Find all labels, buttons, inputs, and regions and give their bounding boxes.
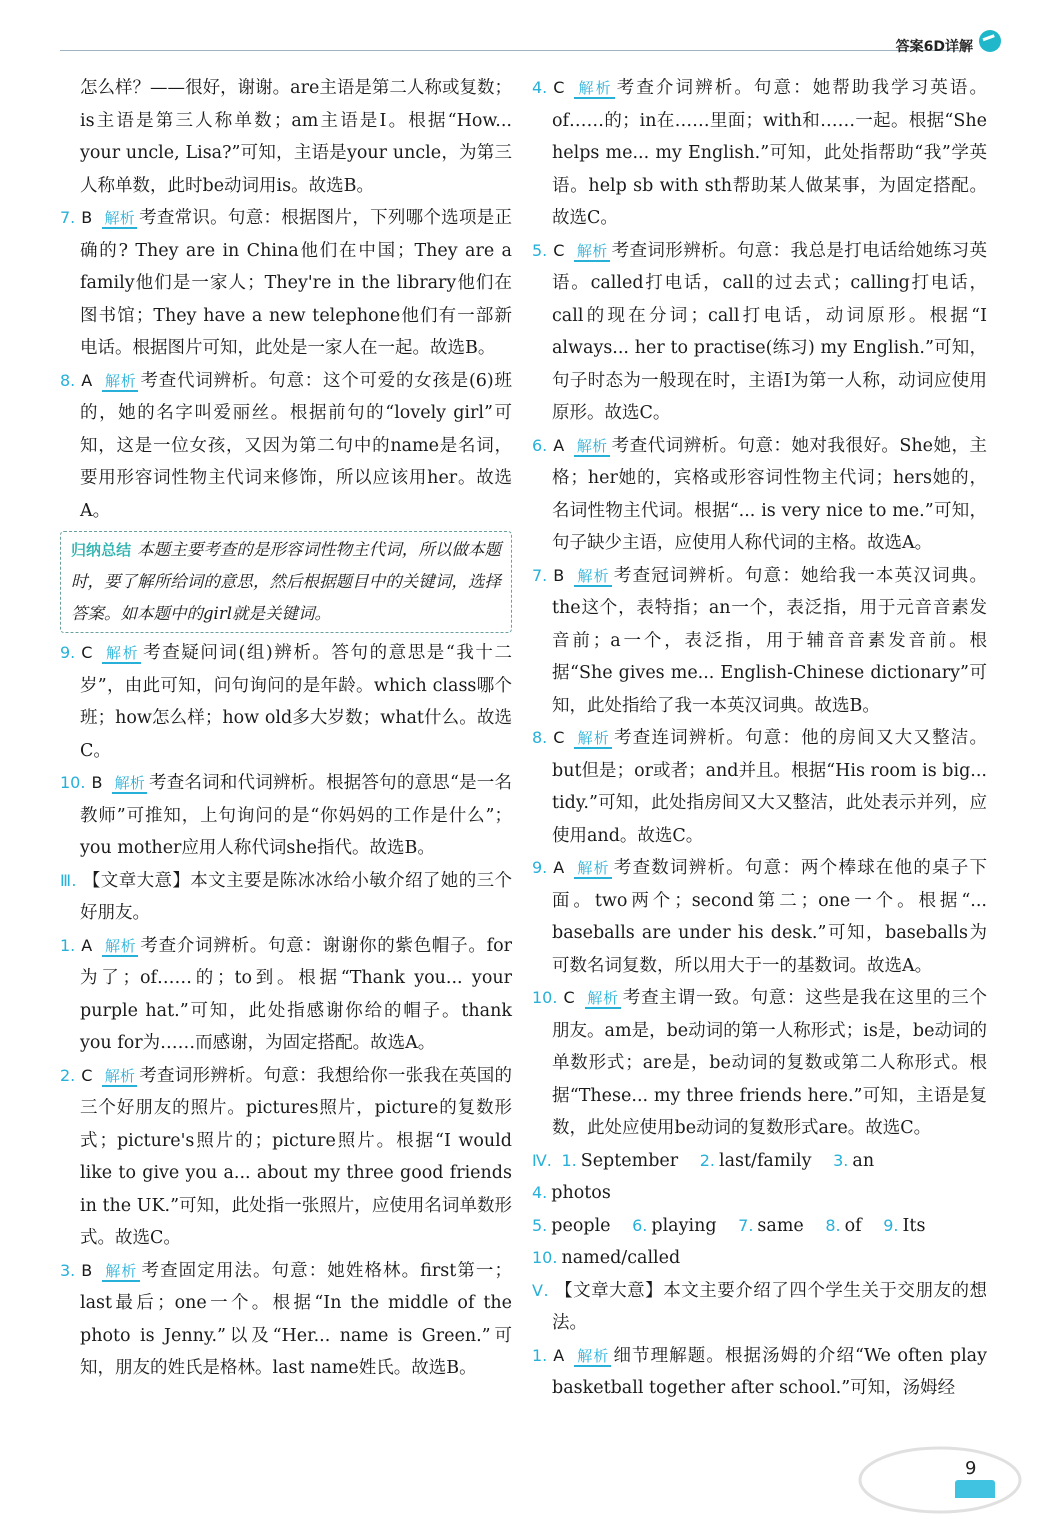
summary-box — [60, 531, 512, 633]
analysis-tag: 解析 — [576, 566, 610, 585]
analysis-tag: 解析 — [576, 729, 611, 747]
graduation-cap-icon — [979, 30, 1001, 52]
section-3-item-2: 2. C 解析 考查词形辨析。句意：我想给你一张我在英国的三个好朋友的照片。pictures照片，picture的复数形式；picture's照片的；picture照片。根据“I would like to give you a... about my three good friends in the UK.”可知，此处指一张照片，应使用名词单数形式。故选C。 — [60, 1065, 512, 1248]
analysis-tag: 解析 — [576, 859, 610, 877]
analysis-tag: 解析 — [104, 371, 137, 390]
section-3-summary: Ⅲ. 【文章大意】本文主要是陈冰冰给小敏介绍了她的三个好朋友。 — [60, 870, 512, 923]
fill-row-2: 5. people 6. playing 7. same 8. of 9. Its — [532, 1215, 926, 1236]
section-3-item-8: 8. C 解析 考查连词辨析。句意：他的房间又大又整洁。but但是；or或者；and并且。根据“His room is big... tidy.”可知，此处指房间又大又整洁，此处表示并列，应使用and。故选C。 — [532, 728, 987, 846]
analysis-tag: 解析 — [576, 241, 608, 260]
intro-paragraph: 怎么样？——很好，谢谢。are主语是第二人称或复数；is主语是第三人称单数；am主语是I。根据“How... your uncle, Lisa?”可知，主语是your uncle，为第三人称单数，此时be动词用is。故选B。 — [80, 78, 512, 196]
left-column — [60, 72, 512, 1385]
header-title: 答案6D详解 — [895, 39, 973, 55]
section-3-item-5: 5. C 解析 考查词形辨析。句意：我总是打电话给她练习英语。called打电话，call的过去式；calling打电话，call的现在分词；call打电话，动词原形。根据“I always... her to practise(练习) my English.”可知，句子时态为一般现在时，主语I为第一人称，动词应使用原形。故选C。 — [532, 240, 987, 423]
analysis-tag: 解析 — [104, 644, 140, 662]
header-rule — [60, 50, 965, 51]
answer-item-7: 7. B 解析 考查常识。句意：根据图片，下列哪个选项是正确的? They are in China他们在中国；They are a family他们是一家人；They're in the library他们在图书馆；They have a new telephone他们有一部新电话。根据图片可知，此处是一家人在一起。故选B。 — [60, 208, 512, 358]
answer-item-9: 9. C 解析 考查疑问词(组)辨析。答句的意思是“我十二岁”，由此可知，问句询问的是年龄。which class哪个班；how怎么样；how old多大岁数；what什么。故选C。 — [60, 643, 512, 761]
analysis-tag: 解析 — [586, 989, 619, 1007]
page-number: 9 — [965, 1458, 977, 1479]
section-4-fill-answers — [532, 1145, 987, 1275]
analysis-tag: 解析 — [576, 79, 613, 97]
summary-tag: 归纳总结 — [71, 541, 132, 559]
section-5-summary: Ⅴ. 【文章大意】本文主要介绍了四个学生关于交朋友的想法。 — [532, 1280, 988, 1333]
section-3-item-7: 7. B 解析 考查冠词辨析。句意：她给我一本英汉词典。the这个，表特指；an一个，表泛指，用于元音音素发音前；a一个，表泛指，用于辅音音素发音前。根据“She gives me... English-Chinese dictionary”可知，此处指给了我一本英汉词典。故选B。 — [532, 565, 987, 716]
page-header — [0, 0, 1043, 60]
analysis-tag: 解析 — [104, 1066, 136, 1085]
analysis-tag: 解析 — [576, 1346, 610, 1365]
analysis-tag: 解析 — [576, 436, 608, 455]
summary-text: 本题主要考查的是形容词性物主代词，所以做本题时，要了解所给词的意思，然后根据题目中的关键词，选择答案。如本题中的girl就是关键词。 — [71, 540, 501, 623]
section-3-item-3: 3. B 解析 考查固定用法。句意：她姓格林。first第一；last最后；one一个。根据“In the middle of the photo is Jenny.”以及“Her... name is Green.”可知，朋友的姓氏是格林。last name姓氏。故选B。 — [60, 1260, 512, 1378]
section-3-item-6: 6. A 解析 考查代词辨析。句意：她对我很好。She她，主格；her她的，宾格或形容词性物主代词；hers她的，名词性物主代词。根据“... is very nice to me.”可知，句子缺少主语，应使用人称代词的主格。故选A。 — [532, 435, 987, 553]
fill-row-3: 10. named/called — [532, 1248, 681, 1268]
section-3-item-1: 1. A 解析 考查介词辨析。句意：谢谢你的紫色帽子。for为了；of……的；to到。根据“Thank you... your purple hat.”可知，此处指感谢你给的帽子。thank you for为……而感谢，为固定搭配。故选A。 — [60, 935, 512, 1053]
section-5-item-1: 1. A 解析 细节理解题。根据汤姆的介绍“We often play basketball together after school.”可知，汤姆经 — [532, 1345, 987, 1398]
watermark-logo — [850, 1440, 1030, 1530]
fill-row-1: Ⅳ. 1. September 2. last/family 3. an 4. photos — [532, 1150, 875, 1203]
section-3-item-10: 10. C 解析 考查主谓一致。句意：这些是我在这里的三个朋友。am是，be动词的第一人称形式；is是，be动词的单数形式；are是，be动词的复数或第二人称形式。根据“These... my three friends here.”可知，主语是复数，此处应使用be动词的复数形式are。故选C。 — [532, 988, 987, 1138]
analysis-tag: 解析 — [104, 209, 136, 227]
answer-item-10: 10. B 解析 考查名词和代词辨析。根据答句的意思“是一名教师”可推知，上句询问的是“你妈妈的工作是什么”；you mother应用人称代词she指代。故选B。 — [60, 773, 512, 858]
analysis-tag: 解析 — [114, 774, 146, 792]
right-column — [532, 72, 987, 1405]
analysis-tag: 解析 — [104, 1261, 138, 1280]
section-3-item-9: 9. A 解析 考查数词辨析。句意：两个棒球在他的桌子下面。two两个；second第二；one一个。根据“... baseballs are under his desk.”可知，baseballs为可数名词复数，所以用大于一的基数词。故选A。 — [532, 858, 987, 976]
section-3-item-4: 4. C 解析 考查介词辨析。句意：她帮助我学习英语。of……的；in在……里面；with和……一起。根据“She helps me... my English.”可知，此处指帮助“我”学英语。help sb with sth帮助某人做某事，为固定搭配。故选C。 — [532, 78, 987, 228]
answer-item-8: 8. A 解析 考查代词辨析。句意：这个可爱的女孩是(6)班的，她的名字叫爱丽丝。根据前句的“lovely girl”可知，这是一位女孩，又因为第二句中的name是名词，要用形容词性物主代词来修饰，所以应该用her。故选A。 — [60, 370, 512, 521]
analysis-tag: 解析 — [104, 936, 137, 955]
